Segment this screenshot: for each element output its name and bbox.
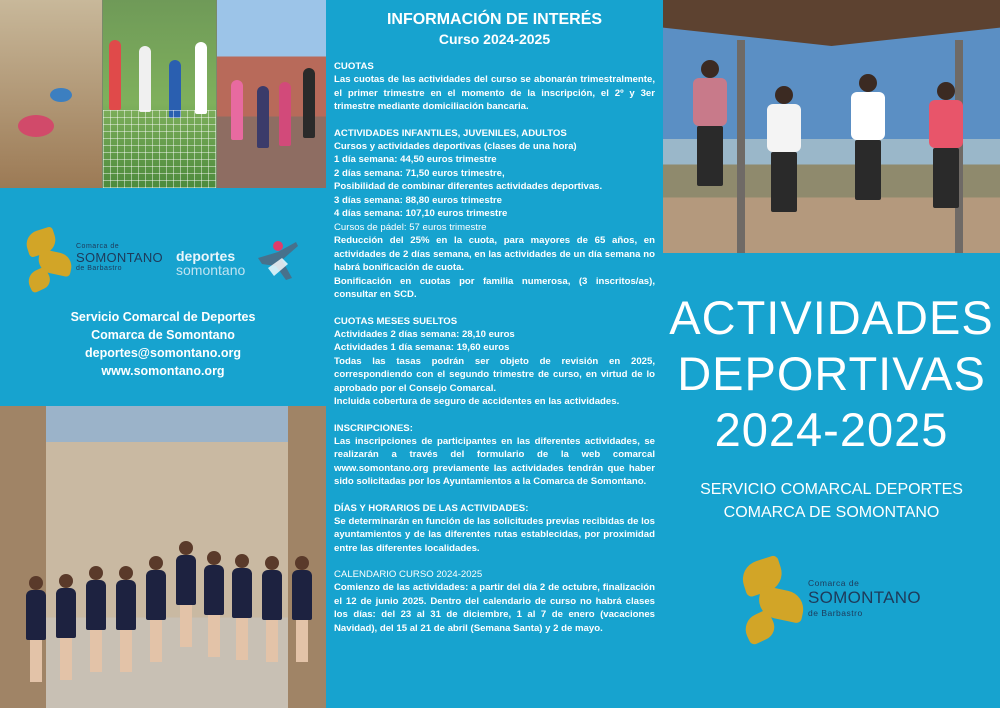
inscripciones-heading: INSCRIPCIONES: xyxy=(334,422,413,434)
cuotas-heading: CUOTAS xyxy=(334,61,374,72)
fitness-ball xyxy=(50,88,72,102)
course-year: Curso 2024-2025 xyxy=(438,31,551,47)
tennis-net xyxy=(103,110,216,188)
fitness-ball xyxy=(18,115,54,137)
service-line1: SERVICIO COMARCAL DEPORTES xyxy=(700,481,963,498)
middle-panel xyxy=(326,0,663,708)
service-line2: COMARCA DE SOMONTANO xyxy=(723,504,940,521)
logo-small-bottom: de Barbastro xyxy=(808,608,863,618)
actividades-line: 1 día semana: 44,50 euros trimestre xyxy=(334,154,497,165)
meses-sueltos-line1: Actividades 2 días semana: 28,10 euros xyxy=(334,328,515,340)
padel-line: Cursos de pádel: 57 euros trimestre xyxy=(334,221,487,233)
reduccion-text: Reducción del 25% en la cuota, para mayores de 65 años, en actividades de 2 días semana, en las actividades de un día semana no habrá bonificación de cuota. xyxy=(334,235,655,273)
logo-small-top: Comarca de xyxy=(808,578,860,588)
left-panel xyxy=(0,0,326,708)
cuotas-text: Las cuotas de las actividades del curso se abonarán trimestralmente, el primer trimestre en el momento de la inscripción, el 2º y 3er trimestre mediante domiciliación bancaria. xyxy=(334,74,655,112)
photo-skating-kids xyxy=(217,0,326,188)
main-title-line1: ACTIVIDADES xyxy=(669,291,994,344)
horarios-text: Se determinarán en función de las solicitudes previas recibidas de los ayuntamientos y de las diferentes rutas establecidas, por proximidad entre las diferentes localidades. xyxy=(334,515,655,554)
somontano-logo-icon xyxy=(742,560,804,644)
somontano-logo-icon xyxy=(26,230,72,292)
contact-web[interactable]: www.somontano.org xyxy=(101,364,225,378)
inscripciones-text: Las inscripciones de participantes en las diferentes actividades, se realizarán a través del formulario de la web comarcal www.somontano.org previamente las actividades tendrán que haber sido solicitadas por los Ayuntamientos a la Comarca de Somontano. xyxy=(334,435,655,487)
contact-service: Servicio Comarcal de Deportes xyxy=(70,310,256,324)
photo-tennis-kids xyxy=(103,0,216,188)
contact-block xyxy=(0,308,326,380)
service-subtitle xyxy=(663,478,1000,524)
actividades-heading: ACTIVIDADES INFANTILES, JUVENILES, ADULTOS xyxy=(334,127,567,139)
actividades-line: Cursos y actividades deportivas (clases de una hora) xyxy=(334,140,577,152)
logo-name: SOMONTANO xyxy=(76,250,163,265)
actividades-line: Posibilidad de combinar diferentes actividades deportivas. xyxy=(334,181,603,192)
info-title: INFORMACIÓN DE INTERÉS xyxy=(386,11,603,28)
main-title xyxy=(663,290,1000,458)
deportes-logo-word2: somontano xyxy=(176,262,246,278)
logo-small-bottom: de Barbastro xyxy=(76,265,123,272)
deportes-somontano-logo xyxy=(176,238,306,284)
calendario-text: Comienzo de las actividades: a partir del día 2 de octubre, finalización el 12 de junio 2025. Dentro del calendario de curso no habrá clases los días: del 23 al 31 de diciembre, 1 al 7 de enero (vacaciones Navidad), del 15 al 21 de abril (Semana Santa) y 2 de mayo. xyxy=(334,582,655,634)
tasas-text: Todas las tasas podrán ser objeto de revisión en 2025, correspondiendo con el segundo trimestre de curso, en virtud de lo aprobado por el Consejo Comarcal. xyxy=(334,355,655,394)
logo-name: SOMONTANO xyxy=(808,588,921,607)
somontano-logo-text xyxy=(76,243,163,272)
contact-email[interactable]: deportes@somontano.org xyxy=(85,346,241,360)
logo-small-top: Comarca de xyxy=(76,243,120,250)
calendario-heading: CALENDARIO CURSO 2024-2025 xyxy=(334,569,483,580)
gazebo-post xyxy=(737,40,745,253)
horarios-heading: DÍAS Y HORARIOS DE LAS ACTIVIDADES: xyxy=(334,502,529,514)
photo-children-sports xyxy=(0,0,326,188)
photo-jumping-girls xyxy=(663,0,1000,253)
athlete-figure-icon xyxy=(248,238,304,282)
meses-sueltos-line2: Actividades 1 día semana: 19,60 euros xyxy=(334,342,510,353)
meses-sueltos-heading: CUOTAS MESES SUELTOS xyxy=(334,315,458,327)
main-title-line3: 2024-2025 xyxy=(714,403,949,456)
deportes-logo-word: deportes xyxy=(176,248,236,264)
actividades-line: 2 días semana: 71,50 euros trimestre, xyxy=(334,167,505,179)
bonificacion-text: Bonificación en cuotas por familia numerosa, (3 inscritos/as), consultar en SCD. xyxy=(334,275,655,300)
photo-girls-street xyxy=(0,406,326,708)
gazebo-roof xyxy=(663,0,1000,46)
actividades-line: 4 días semana: 107,10 euros trimestre xyxy=(334,208,508,219)
seguro-text: Incluida cobertura de seguro de accidentes en las actividades. xyxy=(334,396,620,407)
photo-gym-class xyxy=(0,0,102,188)
main-title-line2: DEPORTIVAS xyxy=(677,347,986,400)
somontano-logo-text xyxy=(808,578,921,618)
actividades-line: 3 días semana: 88,80 euros trimestre xyxy=(334,194,502,206)
contact-comarca: Comarca de Somontano xyxy=(91,328,235,342)
